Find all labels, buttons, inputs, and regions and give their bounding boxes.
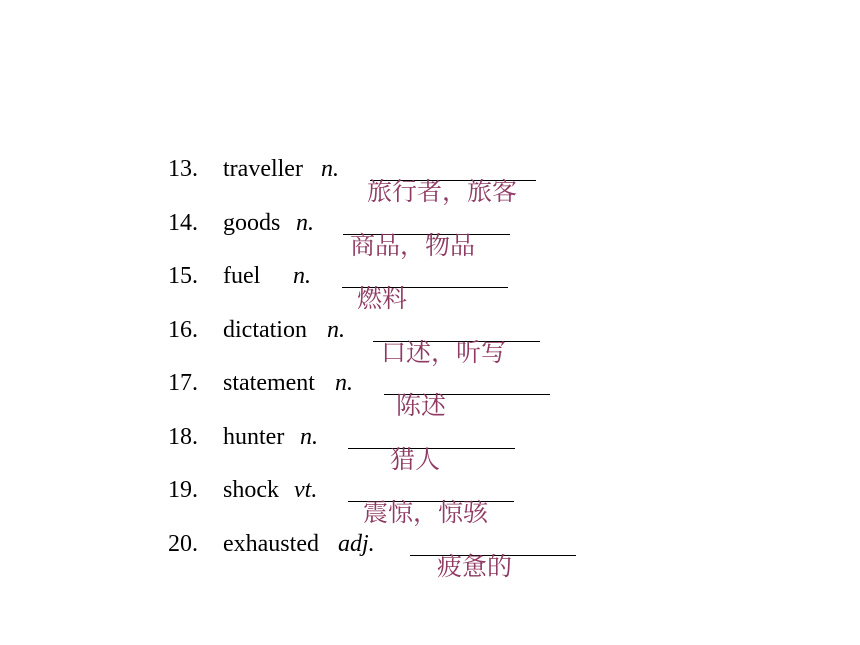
part-of-speech: n. bbox=[300, 424, 318, 450]
item-number: 19. bbox=[168, 477, 198, 503]
answer-blank bbox=[348, 445, 515, 474]
chinese-answer: 陈述 bbox=[396, 391, 447, 420]
answer-blank bbox=[367, 177, 536, 206]
chinese-answer: 猎人 bbox=[390, 445, 441, 474]
part-of-speech: n. bbox=[293, 263, 311, 289]
english-word: hunter bbox=[223, 424, 285, 450]
item-number: 16. bbox=[168, 317, 198, 343]
chinese-answer: 商品，物品 bbox=[350, 231, 476, 260]
item-number: 13. bbox=[168, 156, 198, 182]
chinese-answer: 疲惫的 bbox=[437, 552, 513, 581]
answer-blank bbox=[410, 552, 576, 581]
english-word: statement bbox=[223, 370, 315, 396]
part-of-speech: vt. bbox=[294, 477, 318, 503]
answer-blank bbox=[343, 231, 510, 260]
item-number: 17. bbox=[168, 370, 198, 396]
chinese-answer: 燃料 bbox=[357, 284, 408, 313]
english-word: exhausted bbox=[223, 531, 319, 557]
chinese-answer: 震惊，惊骇 bbox=[363, 498, 489, 527]
english-word: shock bbox=[223, 477, 279, 503]
english-word: goods bbox=[223, 210, 281, 236]
english-word: dictation bbox=[223, 317, 307, 343]
part-of-speech: adj. bbox=[338, 531, 375, 557]
part-of-speech: n. bbox=[327, 317, 345, 343]
chinese-answer: 口述，听写 bbox=[381, 338, 507, 367]
part-of-speech: n. bbox=[296, 210, 314, 236]
item-number: 14. bbox=[168, 210, 198, 236]
answer-blank bbox=[384, 391, 550, 420]
item-number: 15. bbox=[168, 263, 198, 289]
answer-blank bbox=[348, 498, 514, 527]
item-number: 20. bbox=[168, 531, 198, 557]
answer-blank bbox=[373, 338, 540, 367]
english-word: fuel bbox=[223, 263, 261, 289]
english-word: traveller bbox=[223, 156, 303, 182]
part-of-speech: n. bbox=[335, 370, 353, 396]
part-of-speech: n. bbox=[321, 156, 339, 182]
chinese-answer: 旅行者，旅客 bbox=[367, 177, 518, 206]
item-number: 18. bbox=[168, 424, 198, 450]
answer-blank bbox=[342, 284, 508, 313]
